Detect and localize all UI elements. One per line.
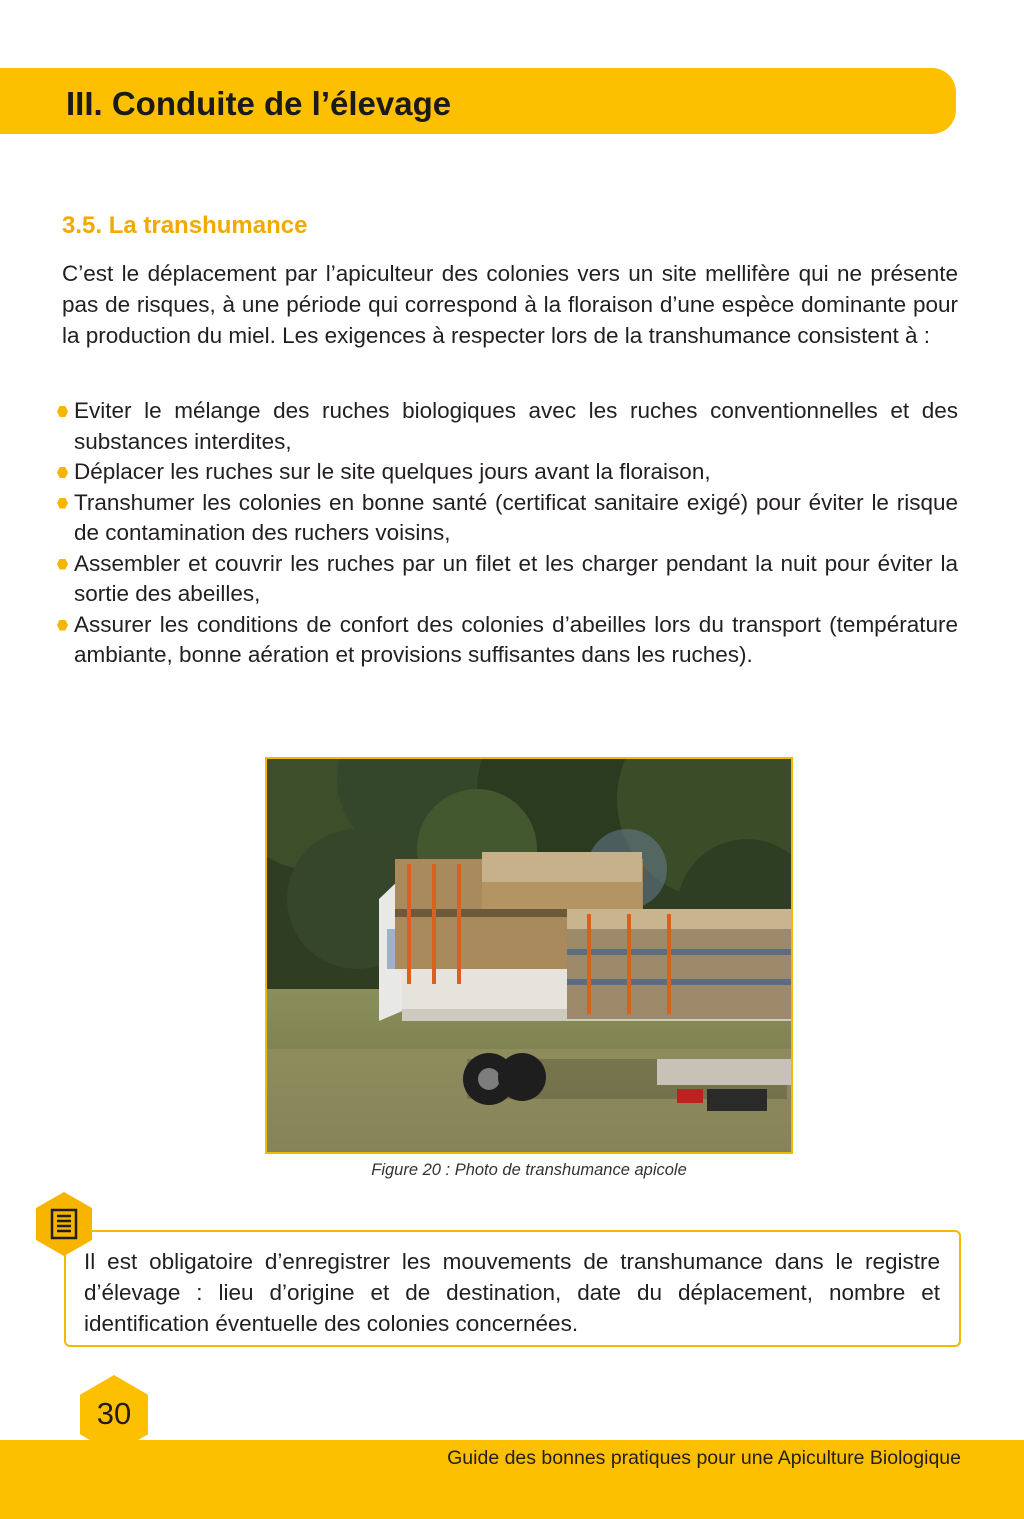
list-item [56,488,958,549]
list-item [56,549,958,610]
list-item-text: Déplacer les ruches sur le site quelques jours avant la floraison, [74,459,711,484]
list-item-text: Assembler et couvrir les ruches par un filet et les charger pendant la nuit pour éviter la sortie des abeilles, [74,550,958,606]
figure-caption: Figure 20 : Photo de transhumance apicole [371,1161,687,1179]
hexagon-bullet-icon [57,620,68,631]
hexagon-bullet-icon [57,406,68,417]
list-item [56,610,958,671]
note-text: Il est obligatoire d’enregistrer les mouvements de transhumance dans le registre d’élevage : lieu d’origine et de destination, date du déplacement, nombre et identification éventuelle des colonies concernées. [84,1249,940,1336]
hexagon-bullet-icon [57,498,68,509]
page-number: 30 [96,1396,132,1431]
section-intro: C’est le déplacement par l’apiculteur des colonies vers un site mellifère qui ne présente pas de risques, à une période qui correspond à la floraison d’une espèce dominante pour la production du miel. Les exigences à respecter lors de la transhumance consistent à : [62,261,958,348]
truck-with-hives-illustration [267,759,791,1152]
list-item-text: Assurer les conditions de confort des colonies d’abeilles lors du transport (température ambiante, bonne aération et provisions suffisantes dans les ruches). [74,611,958,667]
section-title: 3.5. La transhumance [62,212,308,239]
list-item [56,396,958,457]
requirements-list [56,396,958,671]
hexagon-bullet-icon [57,559,68,570]
list-item [56,457,958,488]
transhumance-photo [265,757,793,1154]
list-item-text: Transhumer les colonies en bonne santé (certificat sanitaire exigé) pour éviter le risque de contamination des ruchers voisins, [74,489,958,545]
hexagon-bullet-icon [57,467,68,478]
guide-title: Guide des bonnes pratiques pour une Apiculture Biologique [447,1447,961,1469]
list-item-text: Eviter le mélange des ruches biologiques avec les ruches conventionnelles et des substances interdites, [74,398,958,454]
chapter-title: III. Conduite de l’élevage [66,85,452,122]
